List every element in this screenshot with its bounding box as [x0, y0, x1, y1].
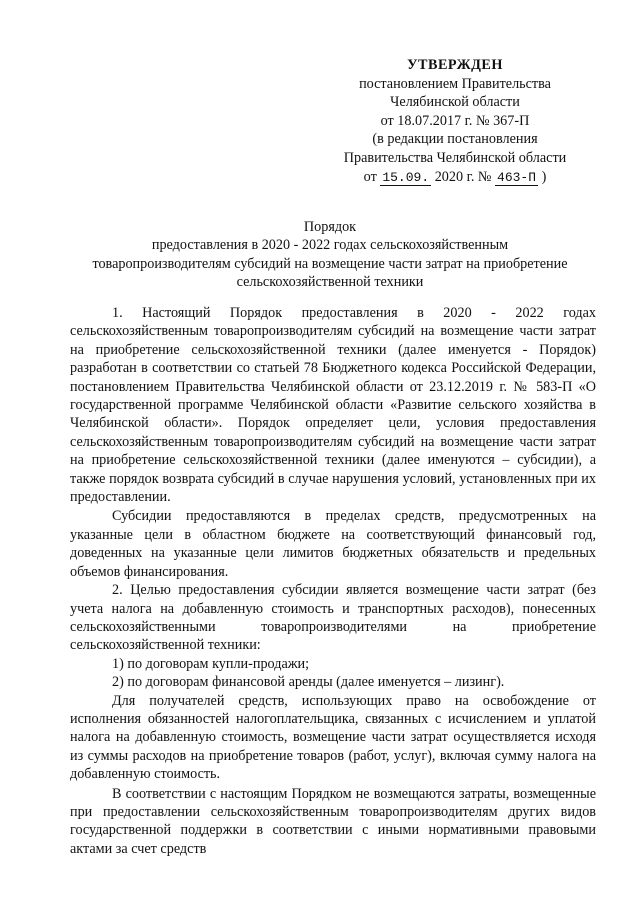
title-line-3: сельскохозяйственной техники	[236, 274, 424, 291]
approval-year: 2020 г. №	[434, 168, 492, 185]
approval-line-2: Челябинской области	[390, 94, 520, 111]
title-line-1: предоставления в 2020 - 2022 годах сельскохозяйственным	[151, 237, 509, 254]
approval-line-4: (в редакции постановления	[372, 131, 538, 148]
paragraph-7: В соответствии с настоящим Порядком не возмещаются затраты, возмещенные при предоставлении сельскохозяйственным товаропроизводителям других видов государственной поддержки в соответствии с иными нормативными правовыми актами за счет средств	[70, 785, 596, 857]
paragraph-1: 1. Настоящий Порядок предоставления в 2020 - 2022 годах сельскохозяйственным товаропроизводителям субсидий на возмещение части затрат на приобретение сельскохозяйственной техники (далее именуется - Порядок) разработан в соответствии со статьей 78 Бюджетного кодекса Российской Федерации, постановлением Правительства Челябинской области от 23.12.2019 г. № 583-П «О государственной программе Челябинской области «Развитие сельского хозяйства в Челябинской области». Порядок определяет цели, условия предоставления сельскохозяйственным товаропроизводителям субсидий на возмещение части затрат на приобретение сельскохозяйственной техники (далее именуются – субсидии), а также порядок возврата субсидий в случае нарушения условий, установленных при их предоставлении.	[70, 305, 596, 506]
paragraph-5: 2) по договорам финансовой аренды (далее именуется – лизинг).	[112, 674, 505, 691]
document-title	[50, 218, 610, 292]
approval-line-1: постановлением Правительства	[359, 75, 551, 92]
paragraph-3: 2. Целью предоставления субсидии является возмещение части затрат (без учета налога на добавленную стоимость и транспортных расходов), понесенных сельскохозяйственными товаропроизводителями на приобретение сельскохозяйственной техники:	[70, 582, 596, 654]
approval-heading: УТВЕРЖДЕН	[407, 57, 503, 73]
approval-stamp-block	[330, 56, 580, 187]
title-line-2: товаропроизводителям субсидий на возмещение части затрат на приобретение	[92, 255, 568, 272]
approval-line-6	[330, 168, 580, 188]
paragraph-4: 1) по договорам купли-продажи;	[112, 655, 310, 672]
approval-date: 15.09.	[382, 169, 430, 185]
approval-number: 463-П	[497, 169, 537, 185]
approval-suffix: )	[541, 168, 547, 185]
approval-line-3: от 18.07.2017 г. № 367-П	[380, 112, 530, 129]
approval-line-5: Правительства Челябинской области	[343, 149, 567, 166]
paragraph-6: Для получателей средств, использующих право на освобождение от исполнения обязанностей налогоплательщика, связанных с исчислением и уплатой налога на добавленную стоимость, возмещение части затрат осуществляется исходя из суммы расходов на приобретение товаров (работ, услуг), включая сумму налога на добавленную стоимость.	[70, 692, 596, 783]
approval-date-prefix: от	[363, 168, 377, 185]
paragraph-2: Субсидии предоставляются в пределах средств, предусмотренных на указанные цели в областном бюджете на соответствующий финансовый год, доведенных на указанные цели лимитов бюджетных обязательств и предельных объемов финансирования.	[70, 508, 596, 580]
title-word: Порядок	[303, 219, 357, 235]
document-body	[70, 304, 596, 858]
